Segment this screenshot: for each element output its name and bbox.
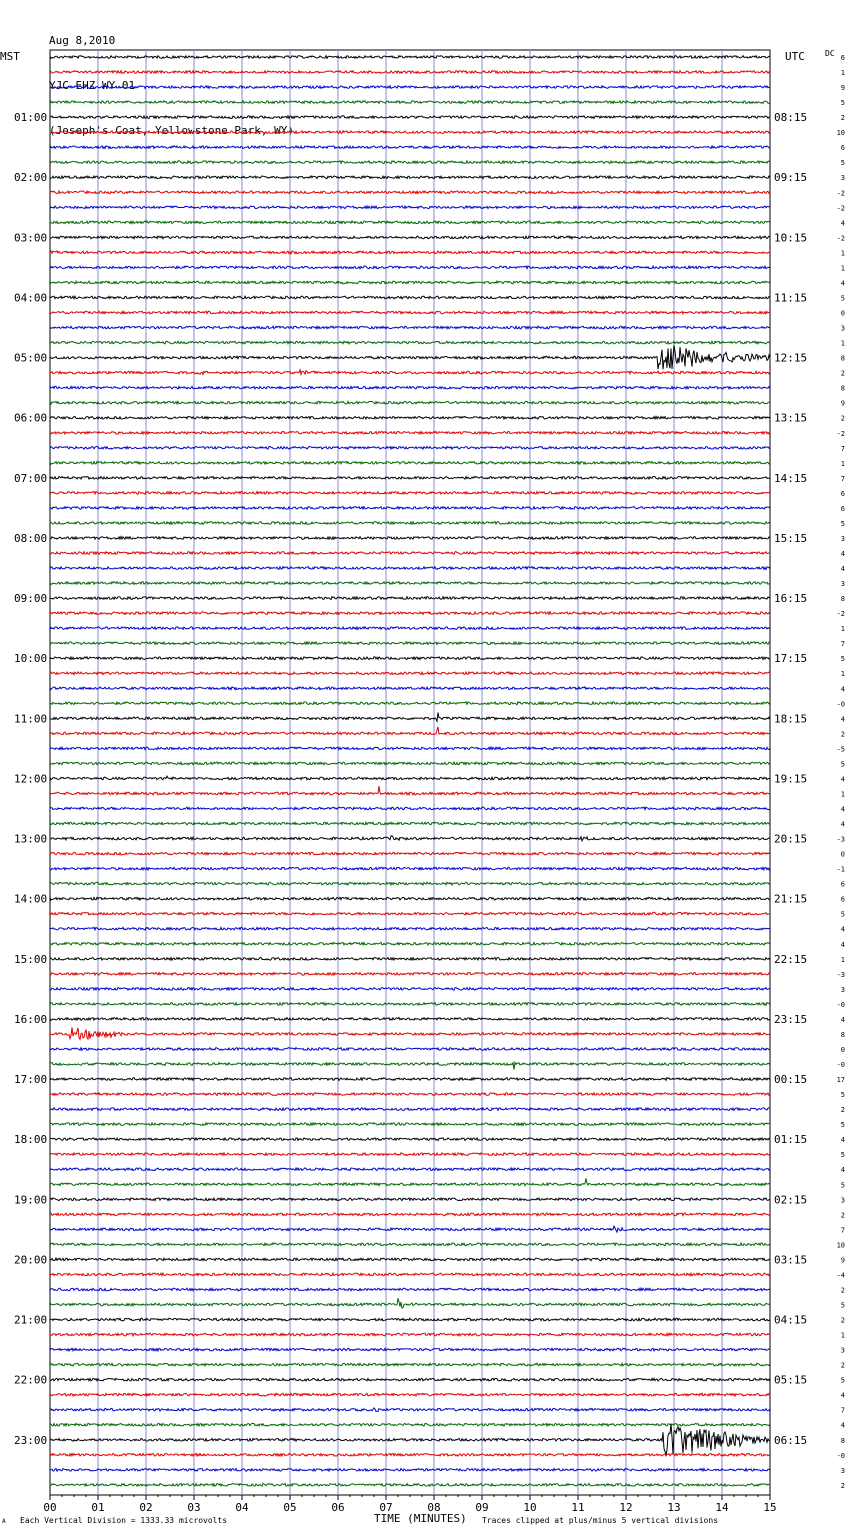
mst-hour-label: 03:00 (14, 231, 48, 245)
seismic-trace (50, 1273, 770, 1276)
seismic-trace (50, 1484, 770, 1487)
mst-hour-label: 17:00 (14, 1073, 48, 1087)
seismic-trace (50, 416, 770, 419)
dc-offset-label: 3 (840, 1196, 845, 1205)
mst-hour-label: 14:00 (14, 892, 48, 906)
utc-hour-label: 20:15 (774, 832, 808, 846)
dc-offset-label: -1 (836, 865, 845, 874)
seismic-trace (50, 786, 770, 795)
utc-hour-label: 05:15 (774, 1373, 808, 1387)
seismic-trace (50, 672, 770, 675)
seismic-trace (50, 927, 770, 930)
dc-offset-label: 3 (840, 174, 845, 183)
dc-offset-label: 0 (840, 850, 845, 859)
seismic-trace (50, 507, 770, 510)
seismic-trace (50, 161, 770, 164)
dc-offset-label: 5 (840, 159, 845, 168)
seismic-trace (50, 176, 770, 179)
seismic-trace (50, 807, 770, 810)
seismic-trace (50, 401, 770, 404)
utc-hour-label: 21:15 (774, 892, 808, 906)
dc-offset-label: -0 (836, 1451, 845, 1460)
utc-hour-label: 06:15 (774, 1433, 808, 1447)
dc-offset-label: 5 (840, 1091, 845, 1100)
mst-hour-label: 13:00 (14, 832, 48, 846)
seismic-trace (50, 236, 770, 239)
seismic-trace (50, 431, 770, 434)
seismic-trace (50, 727, 770, 735)
dc-offset-label: 5 (840, 1301, 845, 1310)
utc-hour-label: 22:15 (774, 952, 808, 966)
seismic-trace (50, 867, 770, 870)
header-station: YJC EHZ WY 01 (49, 79, 136, 92)
mst-hour-label: 02:00 (14, 171, 48, 185)
dc-offset-label: 8 (840, 595, 845, 604)
dc-offset-label: 5 (840, 1151, 845, 1160)
utc-hour-label: 12:15 (774, 351, 808, 365)
dc-offset-label: -4 (836, 1271, 845, 1280)
seismic-trace (50, 958, 770, 961)
seismic-trace (50, 912, 770, 915)
dc-offset-label: 2 (840, 1481, 845, 1490)
dc-offset-label: 4 (840, 925, 845, 934)
x-tick-label: 04 (235, 1501, 249, 1514)
dc-offset-label: 5 (840, 910, 845, 919)
dc-offset-label: 6 (840, 54, 845, 62)
seismic-trace (50, 702, 770, 705)
dc-offset-label: -2 (836, 429, 845, 438)
seismic-trace (50, 146, 770, 149)
dc-offset-label: 2 (840, 369, 845, 378)
mst-hour-label: 15:00 (14, 952, 48, 966)
seismic-trace (50, 1363, 770, 1366)
dc-offset-label: 6 (840, 880, 845, 889)
utc-hour-label: 18:15 (774, 712, 808, 726)
seismic-trace (50, 687, 770, 690)
dc-offset-label: -0 (836, 1000, 845, 1009)
seismic-trace (50, 1213, 770, 1216)
seismic-trace (50, 822, 770, 825)
mst-hour-label: 06:00 (14, 411, 48, 425)
dc-offset-label: 8 (840, 354, 845, 363)
seismic-trace (50, 1333, 770, 1336)
dc-offset-label: 0 (840, 309, 845, 318)
dc-offset-label: 9 (840, 84, 845, 93)
dc-offset-label: 7 (840, 1406, 845, 1415)
dc-offset-label: 6 (840, 895, 845, 904)
dc-offset-label: 1 (840, 264, 845, 273)
seismic-trace (50, 537, 770, 540)
seismic-trace (50, 762, 770, 765)
mst-hour-label: 07:00 (14, 471, 48, 485)
seismic-trace (50, 1424, 770, 1457)
x-tick-label: 00 (43, 1501, 57, 1514)
dc-offset-label: 7 (840, 640, 845, 649)
dc-offset-label: 4 (840, 1015, 845, 1024)
utc-hour-label: 11:15 (774, 291, 808, 305)
dc-offset-label: 4 (840, 1136, 845, 1145)
x-tick-label: 15 (763, 1501, 777, 1514)
seismic-trace (50, 836, 770, 841)
seismic-trace (50, 1298, 770, 1308)
seismic-trace (50, 447, 770, 450)
dc-offset-label: -3 (836, 970, 845, 979)
dc-offset-label: 8 (840, 384, 845, 393)
dc-offset-label: 2 (840, 1106, 845, 1115)
mst-hour-label: 09:00 (14, 592, 48, 606)
dc-offset-label: 4 (840, 940, 845, 949)
seismic-trace (50, 341, 770, 344)
seismic-trace (50, 747, 770, 750)
utc-hour-label: 17:15 (774, 652, 808, 666)
seismic-trace (50, 462, 770, 465)
dc-offset-label: 4 (840, 685, 845, 694)
dc-offset-label: 4 (840, 775, 845, 784)
utc-hour-label: 08:15 (774, 111, 808, 125)
dc-offset-label: 5 (840, 519, 845, 528)
mst-hour-label: 19:00 (14, 1193, 48, 1207)
seismic-trace (50, 1348, 770, 1351)
dc-offset-label: 4 (840, 1166, 845, 1175)
dc-offset-labels (837, 54, 845, 1490)
seismic-trace (50, 1093, 770, 1096)
seismic-trace (50, 311, 770, 314)
right-timezone-label: UTC (785, 50, 805, 63)
seismic-trace (50, 477, 770, 480)
seismic-trace (50, 882, 770, 885)
seismic-trace (50, 1423, 770, 1426)
utc-hour-label: 13:15 (774, 411, 808, 425)
dc-offset-label: 4 (840, 565, 845, 574)
seismic-trace (50, 1288, 770, 1291)
dc-offset-label: 6 (840, 504, 845, 513)
dc-offset-label: 2 (840, 730, 845, 739)
seismic-trace (50, 86, 770, 89)
utc-hour-label: 19:15 (774, 772, 808, 786)
dc-offset-label: 4 (840, 1421, 845, 1430)
dc-offset-label: 2 (840, 1316, 845, 1325)
seismic-trace (50, 1469, 770, 1472)
seismic-trace (50, 296, 770, 299)
scale-note: Each Vertical Division = 1333.33 microvolts (20, 1516, 228, 1525)
dc-offset-label: 3 (840, 1466, 845, 1475)
mst-hour-label: 20:00 (14, 1253, 48, 1267)
clip-note: Traces clipped at plus/minus 5 vertical divisions (482, 1516, 719, 1525)
mst-hour-label: 04:00 (14, 291, 48, 305)
seismic-trace (50, 627, 770, 630)
dc-offset-label: 1 (840, 790, 845, 799)
dc-offset-label: -0 (836, 1061, 845, 1070)
dc-offset-label: 6 (840, 144, 845, 153)
dc-offset-label: 4 (840, 279, 845, 288)
dc-offset-label: 4 (840, 549, 845, 558)
header-date: Aug 8,2010 (49, 34, 116, 47)
dc-offset-label: 1 (840, 339, 845, 348)
dc-offset-label: 4 (840, 820, 845, 829)
dc-offset-label: 3 (840, 985, 845, 994)
seismic-trace (50, 1108, 770, 1111)
seismic-trace (50, 191, 770, 194)
dc-offset-label: 5 (840, 760, 845, 769)
seismic-trace (50, 1318, 770, 1321)
mst-hour-label: 22:00 (14, 1373, 48, 1387)
seismic-trace (50, 713, 770, 722)
seismic-trace (50, 522, 770, 525)
seismic-trace (50, 612, 770, 615)
dc-offset-label: 9 (840, 1256, 845, 1265)
dc-offset-label: 10 (836, 129, 845, 138)
dc-offset-label: 4 (840, 715, 845, 724)
dc-offset-label: 1 (840, 249, 845, 258)
seismic-trace (50, 326, 770, 329)
utc-hour-label: 23:15 (774, 1012, 808, 1026)
dc-offset-label: -2 (836, 204, 845, 213)
x-tick-label: 06 (331, 1501, 345, 1514)
dc-offset-label: 3 (840, 324, 845, 333)
dc-offset-label: 2 (840, 1211, 845, 1220)
seismic-trace (50, 1153, 770, 1156)
dc-offset-label: 1 (840, 955, 845, 964)
utc-hour-label: 00:15 (774, 1073, 808, 1087)
dc-offset-label: 2 (840, 414, 845, 423)
seismic-trace (50, 1258, 770, 1261)
dc-offset-label: 1 (840, 670, 845, 679)
dc-offset-label: 5 (840, 1121, 845, 1130)
dc-offset-label: 0 (840, 1045, 845, 1054)
dc-offset-label: 4 (840, 805, 845, 814)
dc-offset-label: 10 (836, 1241, 845, 1250)
utc-hour-label: 01:15 (774, 1133, 808, 1147)
dc-offset-label: -2 (836, 610, 845, 619)
seismic-trace (50, 1226, 770, 1232)
dc-offset-label: -5 (836, 745, 845, 754)
x-tick-label: 13 (667, 1501, 681, 1514)
seismic-trace (50, 1198, 770, 1201)
utc-hour-label: 14:15 (774, 471, 808, 485)
x-tick-label: 01 (91, 1501, 105, 1514)
utc-hour-label: 15:15 (774, 531, 808, 545)
utc-hour-label: 10:15 (774, 231, 808, 245)
dc-offset-label: 1 (840, 459, 845, 468)
dc-offset-label: 8 (840, 1030, 845, 1039)
seismic-trace (50, 942, 770, 945)
seismic-trace (50, 1018, 770, 1021)
trace-group (50, 56, 770, 1487)
seismic-trace (50, 897, 770, 900)
dc-offset-label: 17 (836, 1076, 845, 1085)
seismic-trace (50, 1003, 770, 1006)
utc-hour-label: 16:15 (774, 592, 808, 606)
utc-hour-label: 04:15 (774, 1313, 808, 1327)
corner-mark: A (2, 1518, 6, 1525)
seismic-trace (50, 266, 770, 269)
x-tick-label: 12 (619, 1501, 633, 1514)
seismic-trace (50, 1178, 770, 1185)
seismic-trace (50, 1123, 770, 1126)
left-timezone-label: MST (0, 50, 20, 63)
seismic-trace (50, 1243, 770, 1246)
seismic-trace (50, 71, 770, 74)
seismic-trace (50, 1378, 770, 1381)
dc-label: DC (825, 49, 835, 58)
seismic-trace (50, 1048, 770, 1051)
utc-hour-label: 02:15 (774, 1193, 808, 1207)
dc-offset-label: -2 (836, 234, 845, 243)
x-tick-label: 07 (379, 1501, 393, 1514)
x-tick-label: 05 (283, 1501, 297, 1514)
dc-offset-label: 4 (840, 219, 845, 228)
seismic-trace (50, 988, 770, 991)
dc-offset-label: -0 (836, 700, 845, 709)
mst-hour-label: 05:00 (14, 351, 48, 365)
seismic-trace (50, 101, 770, 104)
x-tick-label: 14 (715, 1501, 729, 1514)
seismic-trace (50, 552, 770, 555)
seismic-trace (50, 567, 770, 570)
dc-offset-label: 4 (840, 1391, 845, 1400)
mst-hour-label: 16:00 (14, 1012, 48, 1026)
seismic-trace (50, 1168, 770, 1171)
seismic-trace (50, 657, 770, 660)
x-tick-label: 10 (523, 1501, 537, 1514)
mst-hour-label: 12:00 (14, 772, 48, 786)
seismic-trace (50, 642, 770, 645)
dc-offset-label: 2 (840, 114, 845, 123)
seismic-trace (50, 492, 770, 495)
seismic-trace (50, 370, 770, 375)
dc-offset-label: 2 (840, 1361, 845, 1370)
seismic-trace (50, 251, 770, 254)
dc-offset-label: 8 (840, 1436, 845, 1445)
mst-hour-label: 01:00 (14, 111, 48, 125)
seismic-trace (50, 1408, 770, 1412)
seismic-trace (50, 56, 770, 59)
dc-offset-label: 1 (840, 1331, 845, 1340)
dc-offset-label: 7 (840, 444, 845, 453)
dc-offset-label: 7 (840, 1226, 845, 1235)
seismic-trace (50, 1078, 770, 1081)
dc-offset-label: 5 (840, 99, 845, 108)
mst-hour-label: 11:00 (14, 712, 48, 726)
seismic-trace (50, 131, 770, 134)
x-axis-title: TIME (MINUTES) (374, 1512, 467, 1525)
dc-offset-label: 7 (840, 474, 845, 483)
seismic-trace (50, 1393, 770, 1396)
dc-offset-label: -3 (836, 835, 845, 844)
dc-offset-label: 3 (840, 534, 845, 543)
dc-offset-label: 9 (840, 399, 845, 408)
x-tick-label: 03 (187, 1501, 201, 1514)
dc-offset-label: 5 (840, 1181, 845, 1190)
x-tick-label: 02 (139, 1501, 153, 1514)
seismic-trace (50, 116, 770, 119)
x-tick-label: 11 (571, 1501, 585, 1514)
mst-hour-label: 08:00 (14, 531, 48, 545)
x-tick-label: 09 (475, 1501, 489, 1514)
seismic-trace (50, 221, 770, 224)
header-location: (Joseph's Coat, Yellowstone Park, WY) (49, 124, 295, 137)
dc-offset-label: 5 (840, 1376, 845, 1385)
dc-offset-label: 1 (840, 69, 845, 78)
dc-offset-label: 3 (840, 1346, 845, 1355)
utc-hour-label: 03:15 (774, 1253, 808, 1267)
dc-offset-label: 3 (840, 580, 845, 589)
x-tick-label: 08 (427, 1501, 441, 1514)
dc-offset-label: 1 (840, 625, 845, 634)
seismic-trace (50, 597, 770, 600)
seismic-trace (50, 281, 770, 284)
seismic-trace (50, 1027, 770, 1039)
seismic-trace (50, 973, 770, 976)
dc-offset-label: 6 (840, 489, 845, 498)
seismic-trace (50, 1453, 770, 1456)
dc-offset-label: 5 (840, 655, 845, 664)
dc-offset-label: 5 (840, 294, 845, 303)
mst-hour-label: 21:00 (14, 1313, 48, 1327)
seismic-trace (50, 345, 770, 369)
seismic-trace (50, 582, 770, 585)
seismic-trace (50, 1063, 770, 1070)
seismic-trace (50, 852, 770, 855)
dc-offset-label: 2 (840, 1286, 845, 1295)
utc-hour-label: 09:15 (774, 171, 808, 185)
seismic-trace (50, 386, 770, 389)
seismic-trace (50, 776, 770, 780)
mst-hour-label: 10:00 (14, 652, 48, 666)
mst-hour-label: 18:00 (14, 1133, 48, 1147)
mst-hour-label: 23:00 (14, 1433, 48, 1447)
seismic-trace (50, 206, 770, 209)
seismic-trace (50, 1138, 770, 1141)
dc-offset-label: -2 (836, 189, 845, 198)
